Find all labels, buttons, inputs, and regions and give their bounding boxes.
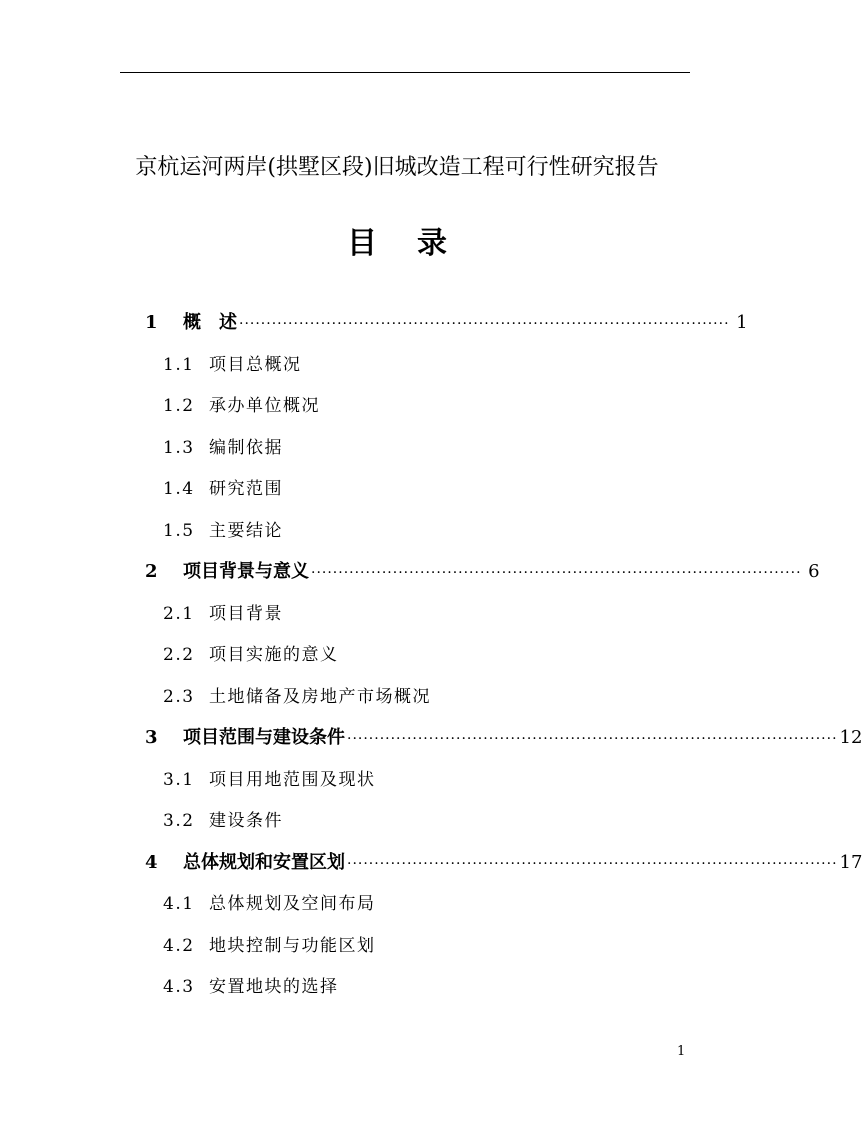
toc-heading-char-2: 录 — [417, 226, 447, 261]
dot-leader: ·························································································· — [347, 855, 838, 872]
chapter-title: 项目范围与建设条件 — [183, 727, 345, 748]
section-title: 安置地块的选择 — [209, 977, 339, 997]
section-number: 4.3 — [163, 977, 195, 997]
chapter-number: 1 — [145, 312, 158, 333]
section-title: 承办单位概况 — [209, 396, 320, 416]
dot-leader: ·························································································· — [239, 316, 730, 332]
section-title: 主要结论 — [209, 520, 283, 541]
section-number: 2.3 — [163, 686, 195, 707]
section-number: 2.1 — [163, 603, 195, 624]
section-number: 1.3 — [163, 437, 195, 458]
section-title: 项目背景 — [209, 603, 283, 624]
chapter-number: 3 — [145, 727, 158, 748]
dot-leader: ·························································································· — [311, 565, 802, 581]
toc-section[interactable] — [145, 391, 663, 433]
document-title: 京杭运河两岸(拱墅区段)旧城改造工程可行性研究报告 — [135, 155, 659, 180]
toc-heading-char-1: 目 — [347, 226, 377, 261]
section-title: 总体规划及空间布局 — [209, 894, 376, 914]
section-title: 项目实施的意义 — [209, 645, 339, 665]
toc-section[interactable] — [145, 972, 663, 1014]
section-number: 1.2 — [163, 396, 195, 416]
toc-section[interactable] — [145, 433, 663, 475]
toc-section[interactable] — [145, 806, 663, 848]
section-title: 地块控制与功能区划 — [209, 935, 376, 956]
toc-heading — [0, 226, 794, 262]
section-number: 4.1 — [163, 894, 195, 914]
chapter-page: 6 — [808, 561, 820, 582]
header-rule — [120, 72, 690, 73]
section-number: 1.4 — [163, 479, 195, 499]
chapter-page: 17 — [839, 851, 862, 873]
toc-chapter[interactable] — [145, 723, 862, 765]
toc-section[interactable] — [145, 516, 663, 558]
toc-section[interactable] — [145, 931, 663, 973]
chapter-title: 项目背景与意义 — [183, 561, 309, 582]
toc-chapter[interactable] — [145, 557, 820, 599]
toc-chapter[interactable] — [145, 848, 862, 890]
dot-leader: ·························································································· — [347, 731, 838, 747]
toc-section[interactable] — [145, 682, 663, 724]
section-title: 研究范围 — [209, 479, 283, 499]
toc-section[interactable] — [145, 474, 663, 516]
chapter-title: 总体规划和安置区划 — [183, 851, 345, 873]
toc-section[interactable] — [145, 640, 663, 682]
section-number: 1.5 — [163, 520, 195, 541]
toc-chapter[interactable] — [145, 308, 748, 350]
toc-section[interactable] — [145, 599, 663, 641]
section-title: 编制依据 — [209, 437, 283, 458]
section-number: 3.2 — [163, 811, 195, 831]
toc-section[interactable] — [145, 889, 663, 931]
section-title: 项目总概况 — [209, 354, 302, 375]
section-title: 建设条件 — [209, 811, 283, 831]
section-title: 土地储备及房地产市场概况 — [209, 686, 431, 707]
section-number: 4.2 — [163, 935, 195, 956]
section-title: 项目用地范围及现状 — [209, 769, 376, 790]
chapter-number: 4 — [145, 851, 158, 873]
section-number: 2.2 — [163, 645, 195, 665]
section-number: 1.1 — [163, 354, 195, 375]
page-number: 1 — [677, 1044, 686, 1059]
chapter-page: 1 — [736, 312, 748, 333]
toc-section[interactable] — [145, 350, 663, 392]
chapter-page: 12 — [839, 727, 862, 748]
chapter-title: 概 述 — [183, 312, 237, 333]
toc-section[interactable] — [145, 765, 663, 807]
section-number: 3.1 — [163, 769, 195, 790]
chapter-number: 2 — [145, 561, 158, 582]
table-of-contents — [145, 308, 862, 1014]
